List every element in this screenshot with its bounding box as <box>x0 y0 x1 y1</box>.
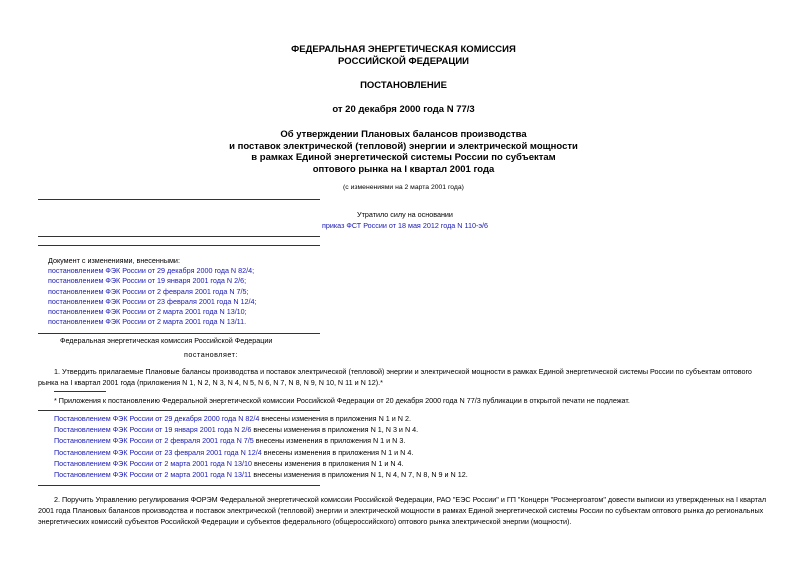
divider <box>38 410 320 411</box>
amendment-link[interactable]: постановлением ФЭК России от 2 марта 2001 года N 13/11. <box>48 317 247 327</box>
change-link[interactable]: Постановлением ФЭК России от 2 марта 2001 года N 13/10 <box>54 458 252 468</box>
doc-title <box>0 129 807 175</box>
change-text: внесены изменения в приложения N 1 и N 4. <box>261 447 414 457</box>
change-row <box>54 413 754 424</box>
doc-type: ПОСТАНОВЛЕНИЕ <box>360 80 447 91</box>
invalidated-link[interactable]: приказ ФСТ России от 18 мая 2012 года N 110-э/6 <box>321 221 489 230</box>
divider <box>38 199 320 200</box>
change-text: внесены изменения в приложения N 1 и N 4. <box>251 458 404 468</box>
change-text: внесены изменения в приложения N 1, N 3 и N 4. <box>251 425 419 435</box>
footnote-divider <box>54 391 106 392</box>
change-row <box>54 458 754 469</box>
invalidated-text: Утратило силу на основании <box>357 210 453 219</box>
divider <box>38 236 320 237</box>
footnote: * Приложения к постановлению Федеральной энергетической комиссии Российской Федерации от 20 декабря 2000 года N 77/3 публикации в открытой печати не подлежат. <box>54 396 630 405</box>
org-name-line1: ФЕДЕРАЛЬНАЯ ЭНЕРГЕТИЧЕСКАЯ КОМИССИЯ <box>291 44 516 55</box>
amendment-link[interactable]: постановлением ФЭК России от 23 февраля 2001 года N 12/4; <box>48 296 257 306</box>
change-row <box>54 469 754 480</box>
change-link[interactable]: Постановлением ФЭК России от 2 марта 2001 года N 13/11 <box>54 470 252 480</box>
change-row <box>54 447 754 458</box>
change-text: внесены изменения в приложения N 1, N 4, N 7, N 8, N 9 и N 12. <box>251 470 468 480</box>
resolves-word: постановляет: <box>184 350 238 359</box>
item-2: 2. Поручить Управлению регулирования ФОРЭМ Федеральной энергетической комиссии Российской Федерации, РАО "ЕЭС России" и ГП "Концерн "Росэнергоатом" довести выписки из утвержденных на I квартал 2001 года Плановых балансов производства и поставок электрической (тепловой) энергии и электрической мощности в рамках Единой энергетической системы России по субъектам оптового рынка до региональных энергетических комиссий субъектов Российской Федерации и субъектов федерального (общероссийского) оптового рынка электрической энергии (мощности). <box>38 495 767 526</box>
changes-block <box>54 413 754 480</box>
issuer-line: Федеральная энергетическая комиссия Российской Федерации <box>60 336 273 345</box>
doc-title-line: в рамках Единой энергетической системы России по субъектам <box>251 152 556 163</box>
change-link[interactable]: Постановлением ФЭК России от 29 декабря 2000 года N 82/4 <box>54 414 260 423</box>
amendment-link[interactable]: постановлением ФЭК России от 29 декабря 2000 года N 82/4; <box>48 266 255 276</box>
amendment-link[interactable]: постановлением ФЭК России от 19 января 2001 года N 2/6; <box>48 276 247 286</box>
item-1: 1. Утвердить прилагаемые Плановые балансы производства и поставок электрической (тепловой) энергии и электрической мощности в рамках Единой энергетической системы России по субъектам оптового рынка на I квартал 2001 года (приложения N 1, N 2, N 3, N 4, N 5, N 6, N 7, N 8, N 9, N 10, N 11 и N 12).* <box>38 367 752 387</box>
divider <box>38 245 320 246</box>
amendments-intro: Документ с изменениями, внесенными: <box>48 256 180 265</box>
amendments-block <box>48 256 368 327</box>
doc-date: от 20 декабря 2000 года N 77/3 <box>332 104 475 115</box>
amended-note: (с изменениями на 2 марта 2001 года) <box>343 184 464 191</box>
change-link[interactable]: Постановлением ФЭК России от 23 февраля 2001 года N 12/4 <box>54 447 262 457</box>
change-text: внесены изменения в приложения N 1 и N 2. <box>259 414 411 423</box>
doc-title-line: и поставок электрической (тепловой) энергии и электрической мощности <box>229 140 578 152</box>
change-link[interactable]: Постановлением ФЭК России от 19 января 2001 года N 2/6 <box>54 425 252 435</box>
divider <box>38 333 320 334</box>
amendment-link[interactable]: постановлением ФЭК России от 2 февраля 2001 года N 7/5; <box>48 286 249 296</box>
doc-title-line: Об утверждении Плановых балансов производства <box>280 129 527 140</box>
org-name-line2: РОССИЙСКОЙ ФЕДЕРАЦИИ <box>337 56 469 67</box>
change-text: внесены изменения в приложения N 1 и N 3. <box>253 436 406 446</box>
change-link[interactable]: Постановлением ФЭК России от 2 февраля 2001 года N 7/5 <box>54 436 254 446</box>
amendment-link[interactable]: постановлением ФЭК России от 2 марта 2001 года N 13/10; <box>48 307 247 317</box>
change-row <box>54 424 754 435</box>
divider <box>38 485 320 486</box>
doc-title-line: оптового рынка на I квартал 2001 года <box>312 163 495 175</box>
change-row <box>54 435 754 446</box>
